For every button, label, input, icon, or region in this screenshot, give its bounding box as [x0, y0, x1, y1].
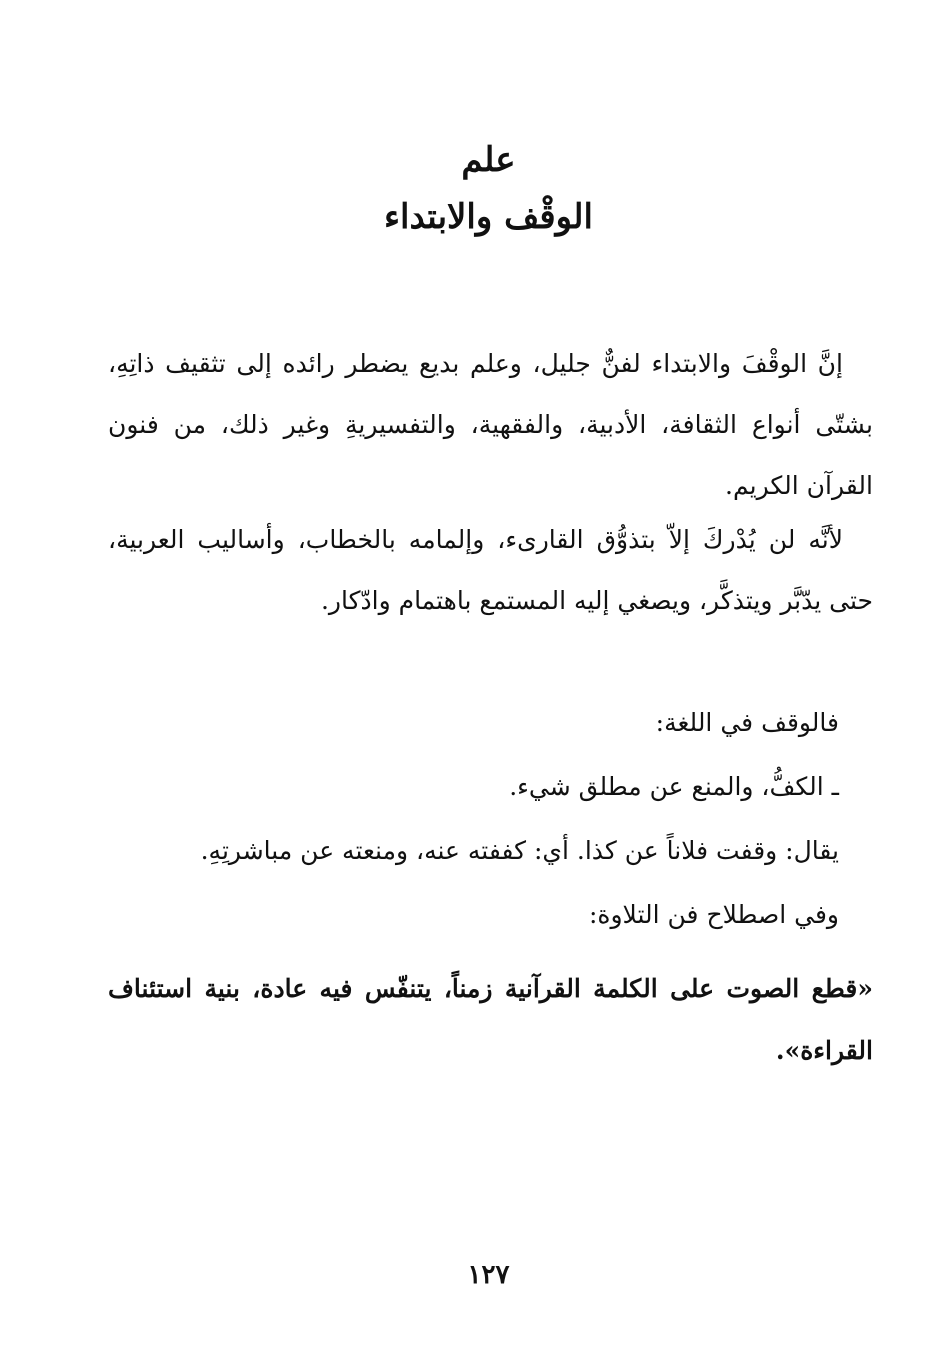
- chapter-title-line2: الوقْف والابتداء: [384, 197, 593, 237]
- page-number: ١٢٧: [467, 1260, 510, 1290]
- technical-heading: وفي اصطلاح فن التلاوة:: [588, 900, 839, 929]
- intro-paragraph-1: إنَّ الوقْفَ والابتداء لفنٌّ جليل، وعلم بديع يضطر رائده إلى تثقيف ذاتِهِ، بشتّى أنواع الثقافة، الأدبية، والفقهية، والتفسيريةِ وغير ذلك، من فنون القرآن الكريم.: [108, 349, 873, 500]
- technical-definition: «قطع الصوت على الكلمة القرآنية زمناً، يتنفّس فيه عادة، بنية استئناف القراءة».: [108, 974, 873, 1065]
- chapter-title-line1: علم: [461, 140, 516, 180]
- usage-example: يقال: وقفت فلاناً عن كذا. أي: كففته عنه، ومنعته عن مباشرتِهِ.: [200, 836, 839, 865]
- linguistic-heading: فالوقف في اللغة:: [655, 708, 839, 737]
- intro-paragraph-2: لأنَّه لن يُدْركَ إلاّ بتذوُّق القارىء، وإلمامه بالخطاب، وأساليب العربية، حتى يدّبَّر ويتذكَّر، ويصغي إليه المستمع باهتمام وادّكار.: [108, 525, 873, 615]
- linguistic-meaning: ـ الكفُّ، والمنع عن مطلق شيء.: [509, 772, 839, 801]
